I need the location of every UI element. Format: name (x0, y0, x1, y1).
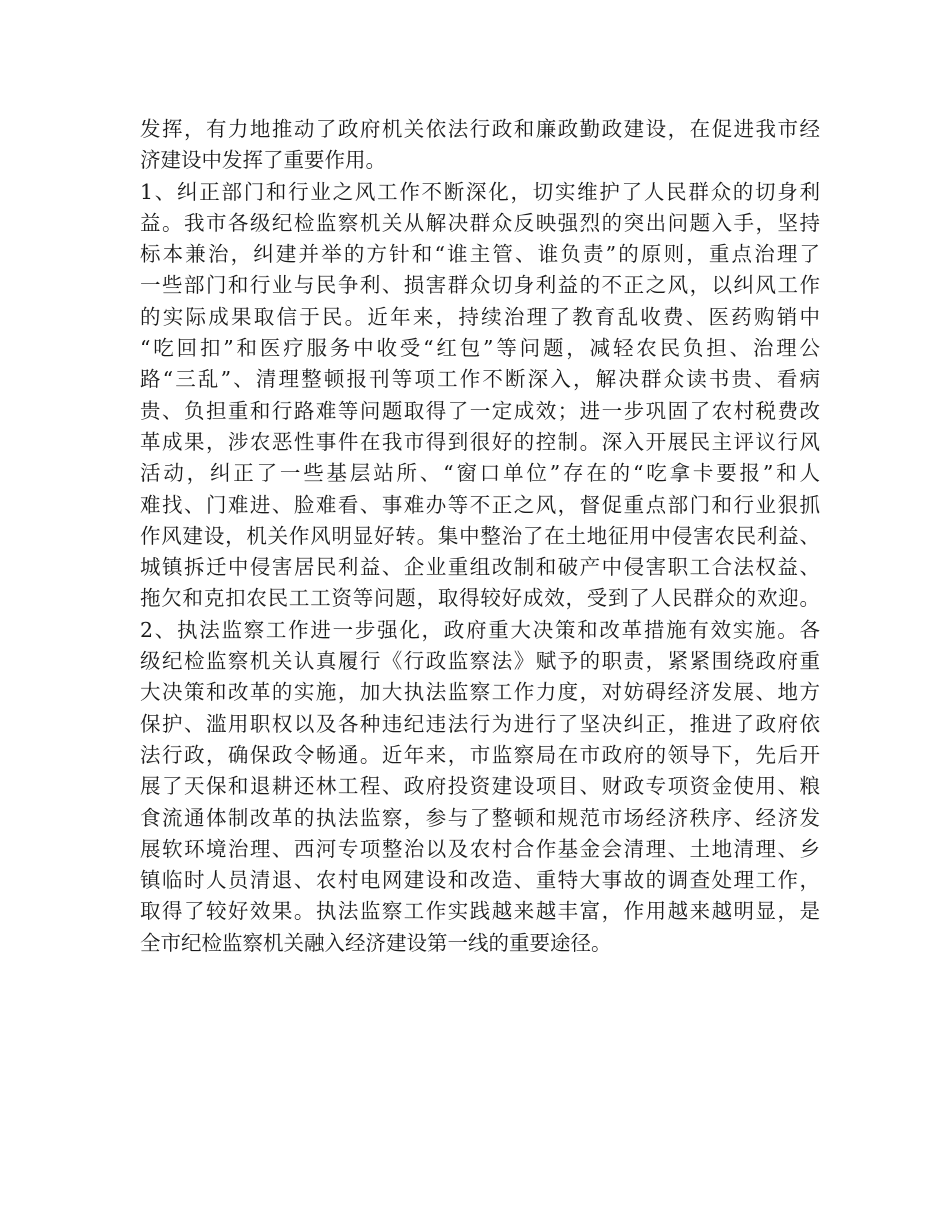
text-line: 革成果，涉农恶性事件在我市得到很好的控制。深入开展民主评议行风 (140, 429, 820, 454)
text-line: 2、执法监察工作进一步强化，政府重大决策和改革措施有效实施。各 (140, 617, 820, 642)
text-line: 路“三乱”、清理整顿报刊等项工作不断深入，解决群众读书贵、看病 (140, 367, 820, 392)
text-line: 全市纪检监察机关融入经济建设第一线的重要途径。 (140, 930, 612, 955)
text-line: 贵、负担重和行路难等问题取得了一定成效；进一步巩固了农村税费改 (140, 398, 820, 423)
text-line: 1、纠正部门和行业之风工作不断深化，切实维护了人民群众的切身利 (140, 179, 820, 204)
text-line: 大决策和改革的实施，加大执法监察工作力度，对妨碍经济发展、地方 (140, 680, 820, 705)
text-line: 镇临时人员清退、农村电网建设和改造、重特大事故的调查处理工作， (140, 868, 820, 893)
text-line: 发挥，有力地推动了政府机关依法行政和廉政勤政建设，在促进我市经 (140, 117, 820, 141)
text-line: 活动，纠正了一些基层站所、“窗口单位”存在的“吃拿卡要报”和人 (140, 461, 820, 486)
text-line: 济建设中发挥了重要作用。 (140, 148, 386, 173)
text-line: 作风建设，机关作风明显好转。集中整治了在土地征用中侵害农民利益、 (140, 523, 820, 548)
text-line: 难找、门难进、脸难看、事难办等不正之风，督促重点部门和行业狠抓 (140, 492, 820, 517)
text-line: 取得了较好效果。执法监察工作实践越来越丰富，作用越来越明显，是 (140, 899, 820, 924)
text-line: 食流通体制改革的执法监察，参与了整顿和规范市场经济秩序、经济发 (140, 805, 820, 830)
text-line: 的实际成果取信于民。近年来，持续治理了教育乱收费、医药购销中 (140, 304, 820, 329)
text-line: 拖欠和克扣农民工工资等问题，取得较好成效，受到了人民群众的欢迎。 (140, 586, 820, 611)
text-line: 益。我市各级纪检监察机关从解决群众反映强烈的突出问题入手，坚持 (140, 210, 820, 235)
text-line: 一些部门和行业与民争利、损害群众切身利益的不正之风，以纠风工作 (140, 273, 820, 298)
text-line: 级纪检监察机关认真履行《行政监察法》赋予的职责，紧紧围绕政府重 (140, 649, 820, 674)
text-line: 展软环境治理、西河专项整治以及农村合作基金会清理、土地清理、乡 (140, 836, 820, 861)
text-line: 保护、滥用职权以及各种违纪违法行为进行了坚决纠正，推进了政府依 (140, 711, 820, 736)
text-line: “吃回扣”和医疗服务中收受“红包”等问题，减轻农民负担、治理公 (140, 336, 820, 361)
text-line: 城镇拆迁中侵害居民利益、企业重组改制和破产中侵害职工合法权益、 (140, 555, 820, 580)
text-line: 法行政，确保政令畅通。近年来，市监察局在市政府的领导下，先后开 (140, 742, 820, 767)
text-line: 标本兼治，纠建并举的方针和“谁主管、谁负责”的原则，重点治理了 (140, 242, 820, 267)
body-text (140, 114, 820, 959)
text-line: 展了天保和退耕还林工程、政府投资建设项目、财政专项资金使用、粮 (140, 774, 820, 799)
